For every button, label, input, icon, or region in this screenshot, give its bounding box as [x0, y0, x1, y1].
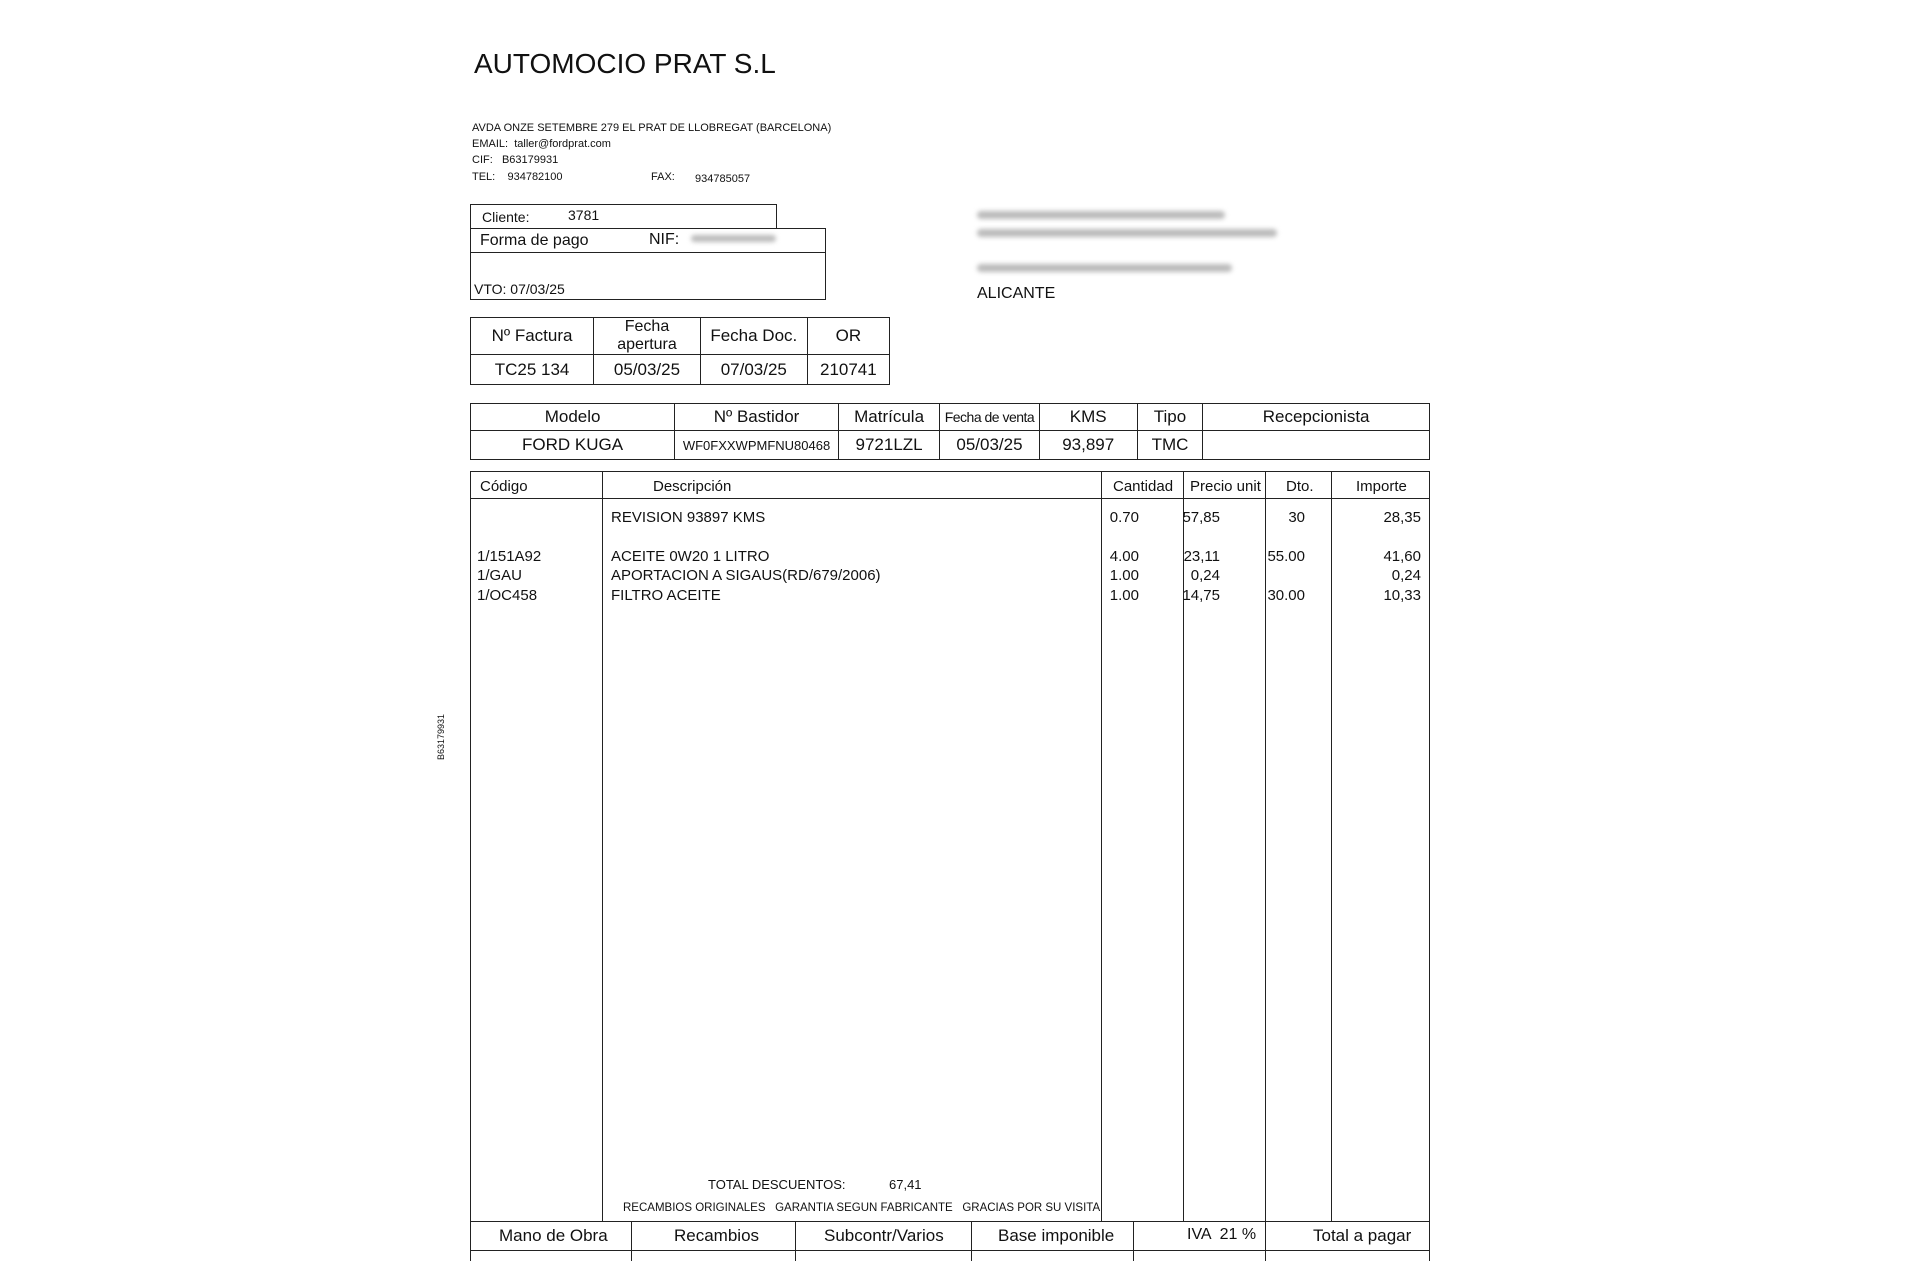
company-fax-line	[651, 169, 675, 185]
invoice-or: 210741	[807, 355, 889, 385]
item-cantidad: 1.00	[1109, 567, 1139, 584]
item-descripcion: FILTRO ACEITE	[611, 587, 721, 604]
fax-label: FAX:	[651, 171, 675, 183]
total-descuentos-value: 67,41	[889, 1177, 922, 1192]
nif-label: NIF:	[649, 231, 680, 248]
vehicle-header: Fecha de venta	[940, 404, 1039, 431]
items-header-codigo: Código	[480, 478, 528, 495]
cliente-box	[470, 204, 777, 229]
forma-pago-label: Forma de pago	[480, 232, 589, 249]
company-address: AVDA ONZE SETEMBRE 279 EL PRAT DE LLOBREGAT (BARCELONA)	[472, 122, 832, 134]
items-header-divider	[471, 498, 1429, 499]
vehicle-header: Modelo	[471, 404, 675, 431]
cliente-value: 3781	[568, 207, 600, 223]
items-header-precio: Precio unit	[1190, 478, 1261, 495]
fax-value: 934785057	[695, 173, 751, 185]
items-header-cantidad: Cantidad	[1113, 478, 1174, 495]
totals-header-base: Base imponible	[998, 1226, 1115, 1245]
invoice-table	[470, 317, 890, 385]
item-importe: 10,33	[1383, 587, 1421, 604]
vehicle-receptionist	[1203, 431, 1430, 460]
item-precio: 0,24	[1190, 567, 1220, 584]
vehicle-header: KMS	[1039, 404, 1137, 431]
item-importe: 0,24	[1391, 567, 1421, 584]
totals-header-iva: IVA 21 %	[1187, 1226, 1257, 1243]
item-dto: 55.00	[1267, 548, 1305, 565]
item-importe: 28,35	[1383, 509, 1421, 526]
email-value: taller@fordprat.com	[514, 138, 611, 150]
invoice-open-date: 05/03/25	[594, 355, 701, 385]
company-email-line	[472, 136, 611, 152]
item-dto: 30.00	[1267, 587, 1305, 604]
totals-header-recambios: Recambios	[674, 1226, 760, 1245]
redacted-recipient-street	[977, 229, 1277, 237]
items-header-dto: Dto.	[1286, 478, 1314, 495]
totals-col-divider	[1265, 1222, 1266, 1261]
company-cif-line	[472, 152, 558, 168]
redacted-nif	[691, 235, 776, 242]
item-descripcion: ACEITE 0W20 1 LITRO	[611, 548, 770, 565]
col-divider	[1265, 472, 1266, 1221]
forma-pago-box	[470, 228, 826, 300]
cif-label: CIF:	[472, 154, 493, 166]
vehicle-type: TMC	[1137, 431, 1202, 460]
item-descripcion: REVISION 93897 KMS	[611, 509, 766, 526]
totals-header-mano-obra: Mano de Obra	[499, 1226, 608, 1245]
company-name: AUTOMOCIO PRAT S.L	[474, 48, 776, 79]
redacted-recipient-name	[977, 211, 1225, 219]
col-divider	[602, 472, 603, 1221]
item-codigo: 1/OC458	[477, 587, 538, 604]
vehicle-plate: 9721LZL	[838, 431, 939, 460]
totals-header-subcontr: Subcontr/Varios	[824, 1226, 944, 1245]
totals-col-divider	[1133, 1222, 1134, 1261]
vehicle-model: FORD KUGA	[471, 431, 675, 460]
vto-date: VTO: 07/03/25	[474, 281, 565, 297]
vehicle-header: Matrícula	[838, 404, 939, 431]
col-divider	[1331, 472, 1332, 1221]
cliente-label: Cliente:	[482, 209, 530, 225]
invoice-header: Nº Factura	[471, 318, 594, 355]
item-cantidad: 1.00	[1109, 587, 1139, 604]
cif-value: B63179931	[501, 154, 559, 166]
items-header-importe: Importe	[1356, 478, 1407, 495]
redacted-recipient-postal	[977, 264, 1232, 272]
item-precio: 14,75	[1182, 587, 1220, 604]
vehicle-kms: 93,897	[1039, 431, 1137, 460]
vehicle-header: Recepcionista	[1203, 404, 1430, 431]
forma-pago-divider	[471, 252, 825, 253]
invoice-doc-date: 07/03/25	[700, 355, 807, 385]
totals-col-divider	[631, 1222, 632, 1261]
vehicle-header: Nº Bastidor	[675, 404, 839, 431]
side-cif-code: B63179931	[436, 713, 446, 760]
item-importe: 41,60	[1383, 548, 1421, 565]
recipient-city: ALICANTE	[977, 285, 1056, 302]
tel-label: TEL:	[472, 171, 496, 183]
item-cantidad: 0.70	[1109, 509, 1139, 526]
totals-header-total: Total a pagar	[1313, 1226, 1412, 1245]
items-table	[470, 471, 1430, 1222]
totals-divider	[471, 1250, 1429, 1251]
item-codigo: 1/GAU	[477, 567, 523, 584]
invoice-header: OR	[807, 318, 889, 355]
item-cantidad: 4.00	[1109, 548, 1139, 565]
email-label: EMAIL:	[472, 138, 509, 150]
total-descuentos-label: TOTAL DESCUENTOS:	[708, 1177, 846, 1192]
vehicle-vin: WF0FXXWPMFNU80468	[675, 431, 839, 460]
totals-col-divider	[795, 1222, 796, 1261]
invoice-header: Fecha apertura	[594, 318, 701, 355]
items-header-descripcion: Descripción	[653, 478, 732, 495]
vehicle-table	[470, 403, 1430, 460]
totals-col-divider	[971, 1222, 972, 1261]
footer-note: RECAMBIOS ORIGINALES GARANTIA SEGUN FABRICANTE GRACIAS POR SU VISITA	[623, 1202, 1101, 1214]
tel-value: 934782100	[507, 171, 563, 183]
item-codigo: 1/151A92	[477, 548, 542, 565]
invoice-number: TC25 134	[471, 355, 594, 385]
item-descripcion: APORTACION A SIGAUS(RD/679/2006)	[611, 567, 881, 584]
item-dto: 30	[1288, 509, 1305, 526]
vehicle-header: Tipo	[1137, 404, 1202, 431]
vehicle-sale-date: 05/03/25	[940, 431, 1039, 460]
col-divider	[1101, 472, 1102, 1221]
item-precio: 23,11	[1183, 548, 1220, 565]
invoice-header: Fecha Doc.	[700, 318, 807, 355]
company-tel-line	[472, 169, 563, 185]
col-divider	[1183, 472, 1184, 1221]
totals-table	[470, 1221, 1430, 1261]
item-precio: 57,85	[1182, 509, 1220, 526]
